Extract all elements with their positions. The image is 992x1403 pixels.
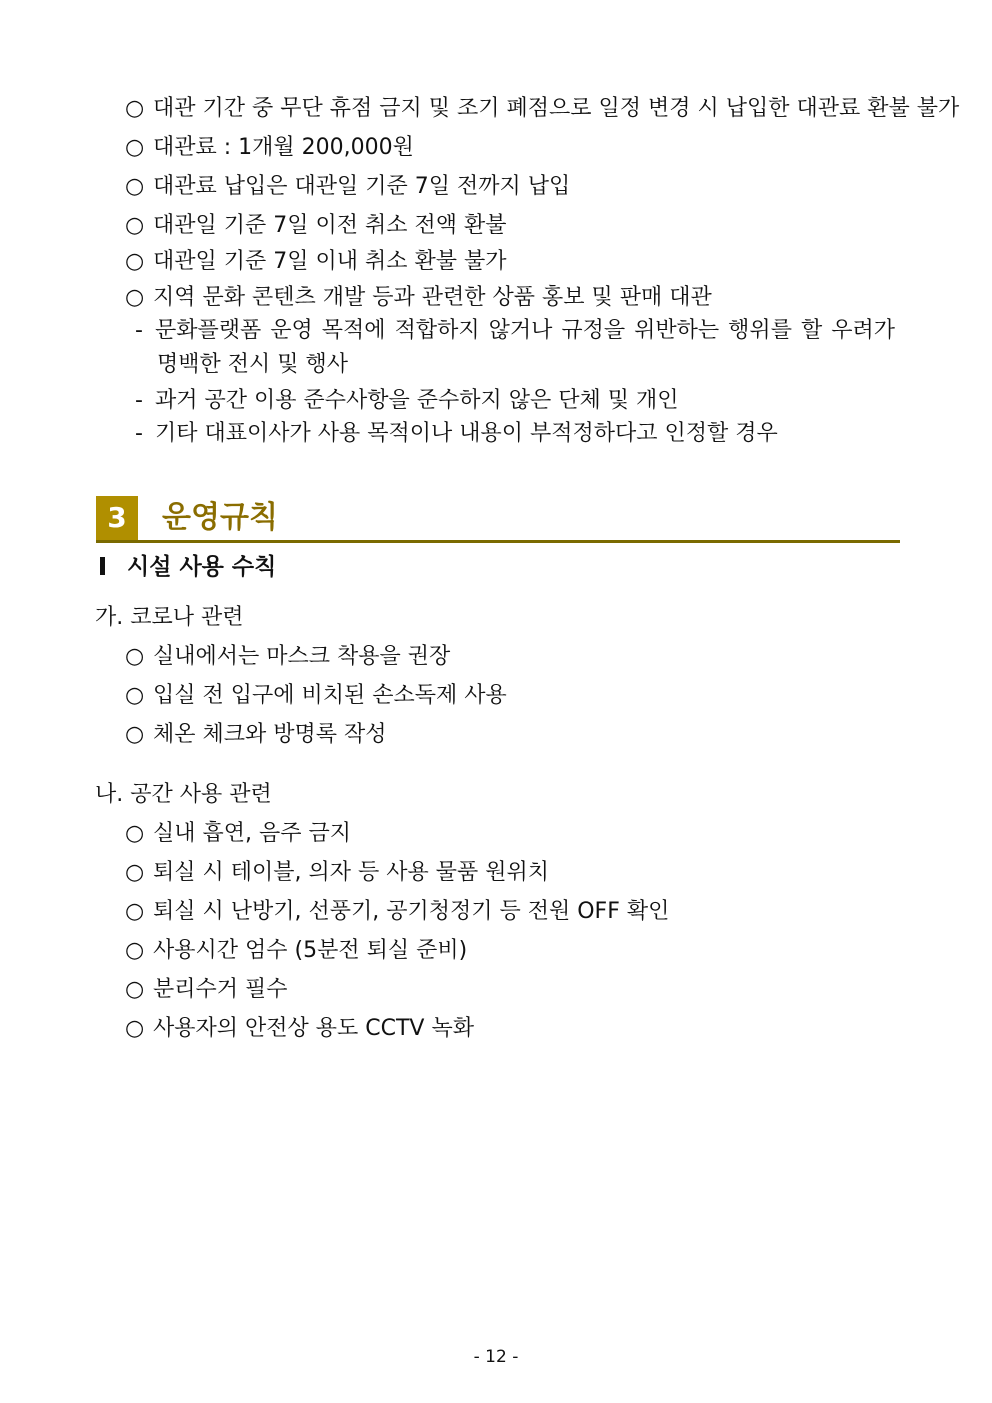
sub-list-item-text: 기타 대표이사가 사용 목적이나 내용이 부적정하다고 인정할 경우 bbox=[155, 421, 778, 446]
list-item-text: 사용시간 엄수 (5분전 퇴실 준비) bbox=[153, 938, 468, 963]
sub-list-item bbox=[135, 419, 778, 449]
dash-bullet-icon: - bbox=[135, 318, 143, 343]
list-item bbox=[125, 681, 507, 711]
list-item-text: 입실 전 입구에 비치된 손소독제 사용 bbox=[153, 683, 507, 708]
list-item-text: 대관 기간 중 무단 휴점 금지 및 조기 폐점으로 일정 변경 시 납입한 대관료 환불 불가 bbox=[153, 96, 960, 121]
subheading bbox=[100, 551, 276, 583]
circle-bullet-icon: ○ bbox=[125, 96, 145, 121]
bar-marker-icon bbox=[100, 557, 105, 575]
circle-bullet-icon: ○ bbox=[125, 977, 145, 1002]
list-item-text: 지역 문화 콘텐츠 개발 등과 관련한 상품 홍보 및 판매 대관 bbox=[153, 285, 712, 310]
group-label-space: 나. 공간 사용 관련 bbox=[95, 782, 272, 807]
circle-bullet-icon: ○ bbox=[125, 174, 145, 199]
sub-list-item bbox=[135, 386, 679, 416]
list-item-text: 대관일 기준 7일 이전 취소 전액 환불 bbox=[153, 213, 507, 238]
list-item bbox=[125, 720, 387, 750]
list-item-text: 퇴실 시 테이블, 의자 등 사용 물품 원위치 bbox=[153, 860, 549, 885]
group-label-covid: 가. 코로나 관련 bbox=[95, 605, 244, 630]
list-item-text: 실내 흡연, 음주 금지 bbox=[153, 821, 351, 846]
page-number: - 12 - bbox=[473, 1347, 519, 1367]
circle-bullet-icon: ○ bbox=[125, 1016, 145, 1041]
list-item-text: 실내에서는 마스크 착용을 권장 bbox=[153, 644, 451, 669]
list-item bbox=[125, 858, 549, 888]
list-item bbox=[125, 936, 467, 966]
list-item bbox=[125, 94, 959, 124]
list-item-text: 퇴실 시 난방기, 선풍기, 공기청정기 등 전원 OFF 확인 bbox=[153, 899, 670, 924]
list-item-text: 대관일 기준 7일 이내 취소 환불 불가 bbox=[153, 249, 507, 274]
circle-bullet-icon: ○ bbox=[125, 938, 145, 963]
list-item bbox=[125, 642, 450, 672]
circle-bullet-icon: ○ bbox=[125, 860, 145, 885]
section-number-badge: 3 bbox=[96, 496, 138, 540]
sub-list-item-text: 문화플랫폼 운영 목적에 적합하지 않거나 규정을 위반하는 행위를 할 우려가 bbox=[155, 318, 895, 343]
circle-bullet-icon: ○ bbox=[125, 821, 145, 846]
list-item-text: 대관료 납입은 대관일 기준 7일 전까지 납입 bbox=[153, 174, 571, 199]
sub-list-item bbox=[135, 316, 895, 346]
sub-list-item-text: 과거 공간 이용 준수사항을 준수하지 않은 단체 및 개인 bbox=[155, 388, 679, 413]
subheading-text: 시설 사용 수칙 bbox=[127, 554, 277, 580]
circle-bullet-icon: ○ bbox=[125, 285, 145, 310]
list-item-text: 분리수거 필수 bbox=[153, 977, 288, 1002]
list-item bbox=[125, 897, 669, 927]
list-item-text: 사용자의 안전상 용도 CCTV 녹화 bbox=[153, 1016, 474, 1041]
list-item bbox=[125, 247, 507, 277]
list-item bbox=[125, 975, 288, 1005]
list-item-text: 대관료 : 1개월 200,000원 bbox=[153, 135, 414, 160]
circle-bullet-icon: ○ bbox=[125, 683, 145, 708]
circle-bullet-icon: ○ bbox=[125, 135, 145, 160]
circle-bullet-icon: ○ bbox=[125, 644, 145, 669]
circle-bullet-icon: ○ bbox=[125, 899, 145, 924]
list-item bbox=[125, 172, 570, 202]
circle-bullet-icon: ○ bbox=[125, 722, 145, 747]
section-title: 운영규칙 bbox=[162, 500, 278, 535]
circle-bullet-icon: ○ bbox=[125, 249, 145, 274]
dash-bullet-icon: - bbox=[135, 421, 143, 446]
list-item bbox=[125, 819, 351, 849]
list-item bbox=[125, 1014, 474, 1044]
list-item-text: 체온 체크와 방명록 작성 bbox=[153, 722, 387, 747]
list-item bbox=[125, 211, 507, 241]
list-item bbox=[125, 133, 414, 163]
dash-bullet-icon: - bbox=[135, 388, 143, 413]
circle-bullet-icon: ○ bbox=[125, 213, 145, 238]
section-header bbox=[96, 496, 900, 543]
sub-list-item-continuation: 명백한 전시 및 행사 bbox=[157, 352, 348, 377]
list-item bbox=[125, 283, 712, 313]
